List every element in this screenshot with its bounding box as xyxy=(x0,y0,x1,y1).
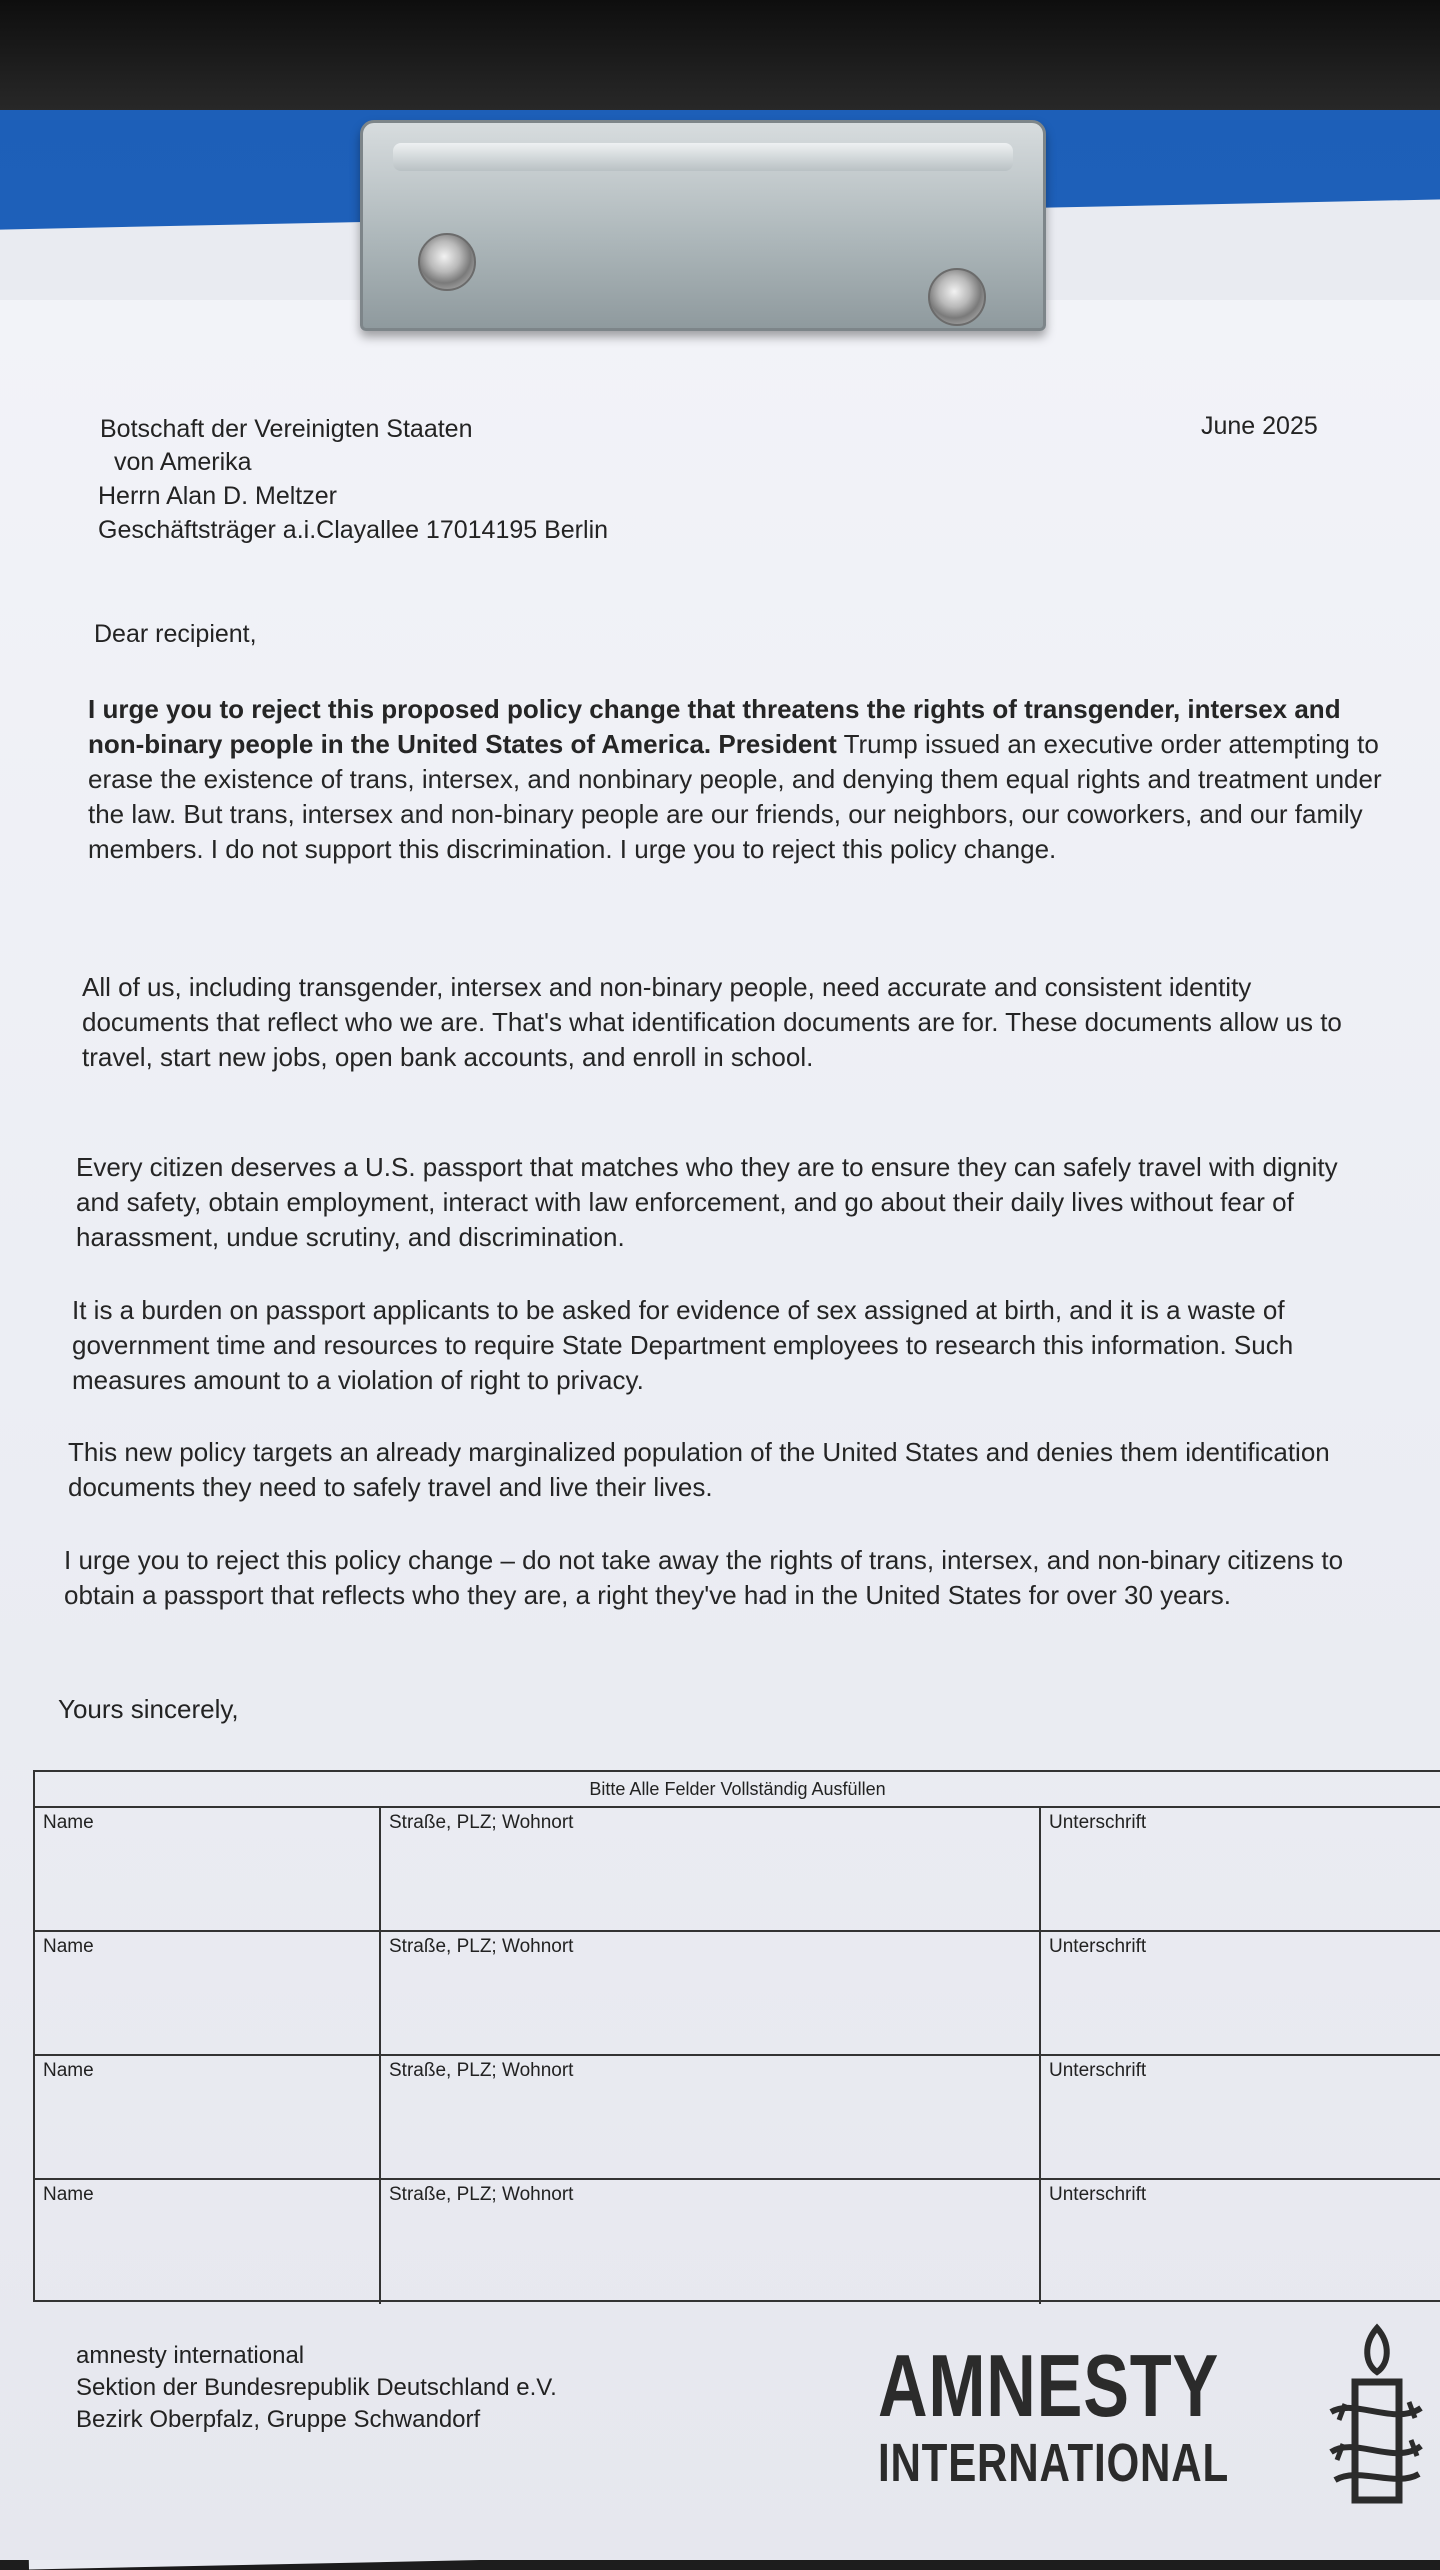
metal-clip xyxy=(360,120,1046,331)
footer-org-line-1: amnesty international xyxy=(76,2342,305,2369)
clip-lever[interactable] xyxy=(393,143,1013,171)
paragraph-4: It is a burden on passport applicants to be asked for evidence of sex assigned at birth, and it is a waste of government time and resources to require State Department employees to research this information. Such measures amount to a violation of right to privacy. xyxy=(72,1295,1294,1395)
paragraph-5: This new policy targets an already marginalized population of the United States and denies them identification documents they need to safely travel and live their lives. xyxy=(68,1437,1330,1502)
recipient-line-3: Herrn Alan D. Meltzer xyxy=(98,482,337,510)
name-field[interactable]: Name xyxy=(35,2180,381,2304)
address-field[interactable]: Straße, PLZ; Wohnort xyxy=(381,2180,1041,2304)
salutation: Dear recipient, xyxy=(94,620,257,648)
logo-line-1: AMNESTY xyxy=(878,2336,1220,2435)
recipient-line-1: Botschaft der Vereinigten Staaten xyxy=(100,415,473,443)
signature-field[interactable]: Unterschrift xyxy=(1049,2184,1147,2205)
recipient-line-2: von Amerika xyxy=(114,448,252,476)
footer-org-line-2: Sektion der Bundesrepublik Deutschland e.V. xyxy=(76,2374,557,2401)
address-field[interactable]: Straße, PLZ; Wohnort xyxy=(381,1932,1041,2054)
footer-organization xyxy=(76,2340,557,2436)
form-row xyxy=(35,2056,1440,2180)
address-field[interactable]: Straße, PLZ; Wohnort xyxy=(381,2056,1041,2178)
paragraph-2: All of us, including transgender, intersex and non-binary people, need accurate and consistent identity documents that reflect who we are. That's what identification documents are for. These documents allow us to travel, start new jobs, open bank accounts, and enroll in school. xyxy=(82,972,1342,1072)
signature-field[interactable]: Unterschrift xyxy=(1049,2060,1147,2081)
signature-field[interactable]: Unterschrift xyxy=(1049,1936,1147,1957)
form-row xyxy=(35,1808,1440,1932)
rivet-icon xyxy=(418,233,476,291)
signature-field[interactable]: Unterschrift xyxy=(1049,1812,1147,1833)
closing: Yours sincerely, xyxy=(58,1694,239,1724)
form-title: Bitte Alle Felder Vollständig Ausfüllen xyxy=(35,1772,1440,1808)
footer-org-line-3: Bezirk Oberpfalz, Gruppe Schwandorf xyxy=(76,2406,481,2433)
address-field[interactable]: Straße, PLZ; Wohnort xyxy=(381,1808,1041,1930)
name-field[interactable]: Name xyxy=(35,1932,381,2054)
paragraph-3: Every citizen deserves a U.S. passport that matches who they are to ensure they can safely travel with dignity and safety, obtain employment, interact with law enforcement, and go about their daily lives without fear of harassment, undue scrutiny, and discrimination. xyxy=(76,1152,1338,1252)
paragraph-1-rest: Trump issued an executive order attempting to erase the existence of trans, intersex, and nonbinary people, and denying them equal rights and treatment under the law. But trans, intersex and non-binary people are our friends, our neighbors, our coworkers, and our family members. I do not support this discrimination. I urge you to reject this policy change. xyxy=(88,729,1382,864)
form-row xyxy=(35,2180,1440,2304)
paragraph-1 xyxy=(88,692,1388,867)
recipient-line-4: Geschäftsträger a.i.Clayallee 17014195 Berlin xyxy=(98,516,609,544)
signature-form xyxy=(33,1770,1440,2302)
name-field[interactable]: Name xyxy=(35,1808,381,1930)
form-row xyxy=(35,1932,1440,2056)
paragraph-6: I urge you to reject this policy change – do not take away the rights of trans, intersex, and non-binary citizens to obtain a passport that reflects who they are, a right they've had in the United States for over 30 years. xyxy=(64,1545,1344,1610)
paragraph-1-bold: I urge you to reject this proposed policy change that threatens the rights of transgender, intersex and non-binary people in the United States of America. President xyxy=(88,694,1341,759)
letter-date: June 2025 xyxy=(1201,412,1318,440)
rivet-icon xyxy=(928,268,986,326)
candle-barbed-wire-icon xyxy=(1325,2320,1425,2510)
amnesty-logo-text xyxy=(878,2336,1229,2494)
dark-background xyxy=(0,0,1440,120)
logo-line-2: INTERNATIONAL xyxy=(878,2433,1229,2493)
name-field[interactable]: Name xyxy=(35,2056,381,2178)
